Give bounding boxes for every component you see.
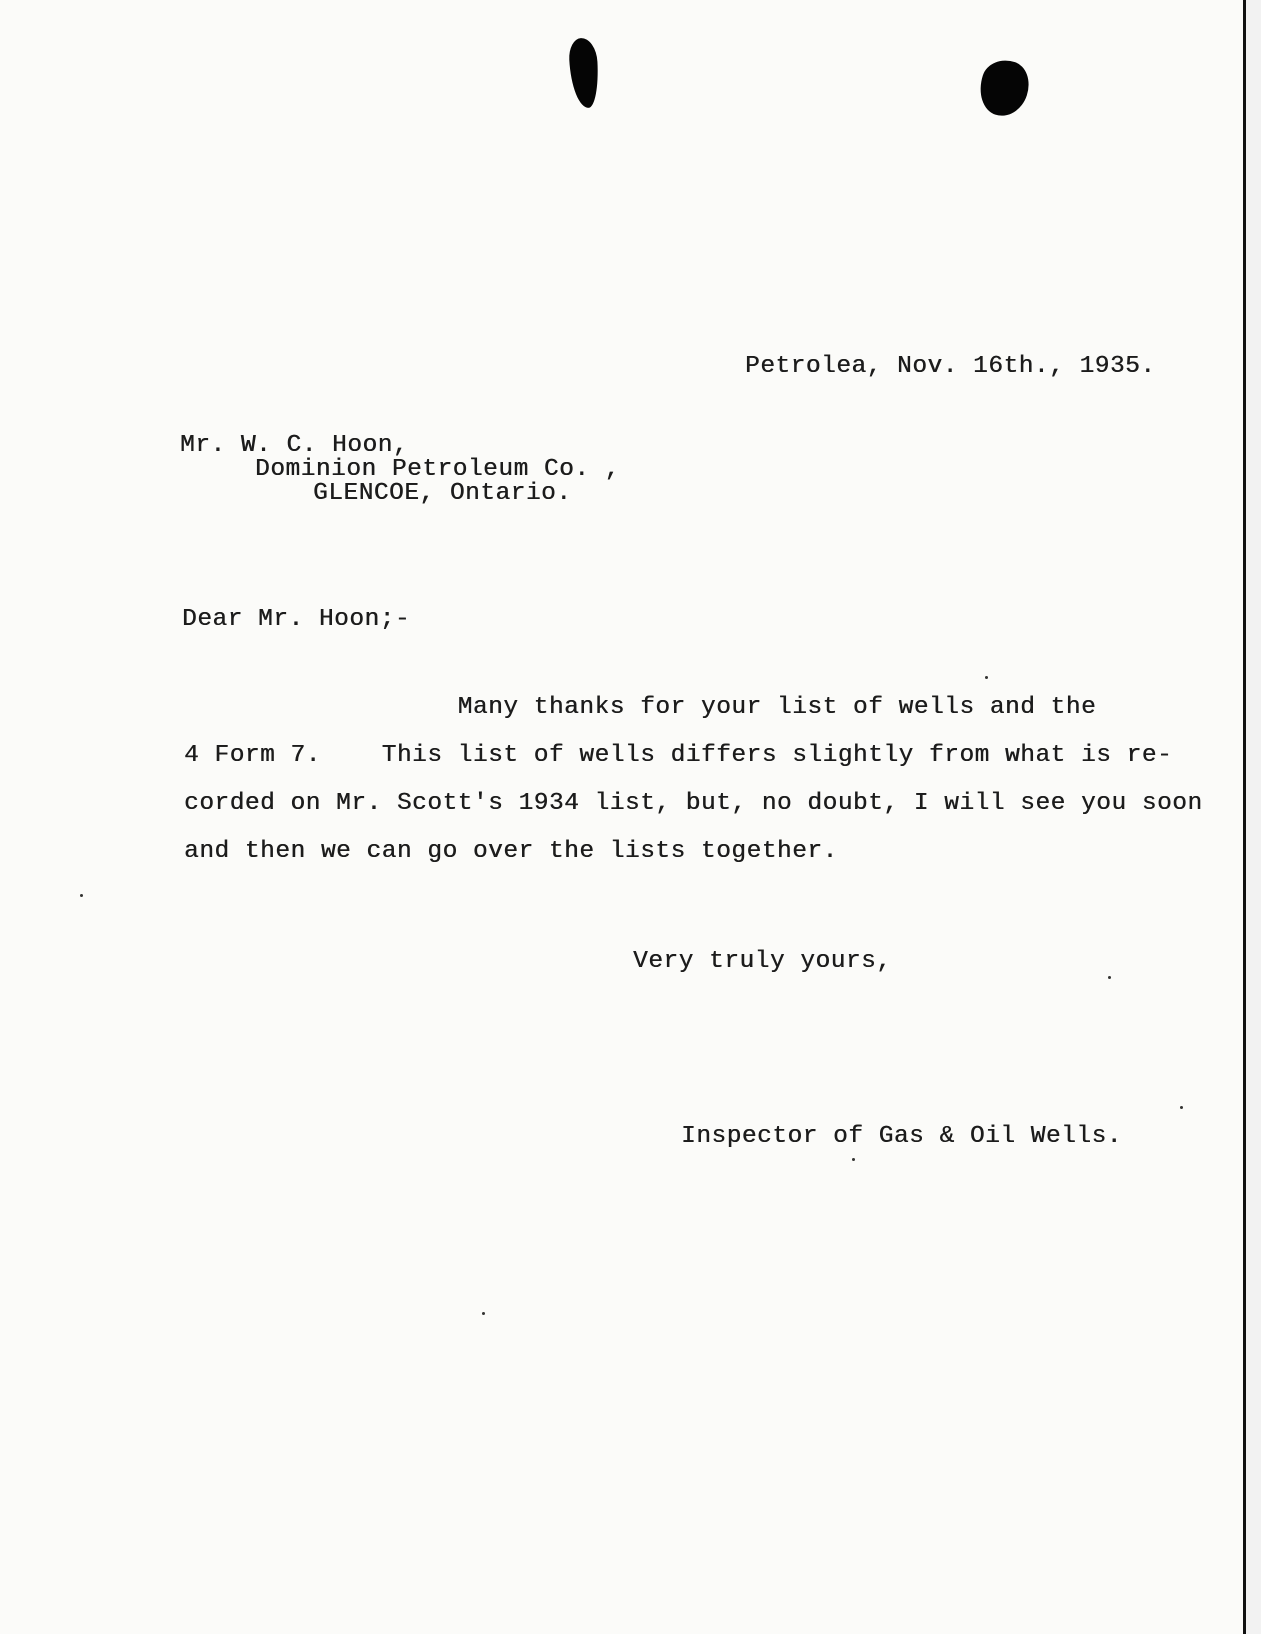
- signature-title: Inspector of Gas & Oil Wells.: [681, 1123, 1122, 1150]
- punch-hole-right: [973, 54, 1036, 122]
- speck: [852, 1158, 855, 1161]
- speck: [1108, 976, 1111, 979]
- body-line: 4 Form 7. This list of wells differs slightly from what is re-: [184, 742, 1173, 769]
- body-line: Many thanks for your list of wells and the: [184, 694, 1097, 721]
- body-line: and then we can go over the lists together.: [184, 838, 838, 865]
- dateline: Petrolea, Nov. 16th., 1935.: [745, 353, 1156, 380]
- recipient-company: Dominion Petroleum Co. ,: [255, 456, 620, 483]
- speck: [482, 1312, 485, 1315]
- speck: [1180, 1106, 1183, 1109]
- letter-body: [184, 694, 1203, 888]
- scan-edge: [1243, 0, 1261, 1634]
- punch-hole-left: [568, 37, 600, 108]
- recipient-location: GLENCOE, Ontario.: [313, 480, 572, 507]
- salutation: Dear Mr. Hoon;-: [182, 606, 411, 633]
- speck: [985, 676, 988, 679]
- recipient-name: Mr. W. C. Hoon,: [180, 432, 409, 459]
- speck: [80, 894, 83, 897]
- body-line: corded on Mr. Scott's 1934 list, but, no doubt, I will see you soon: [184, 790, 1203, 817]
- closing: Very truly yours,: [633, 948, 892, 975]
